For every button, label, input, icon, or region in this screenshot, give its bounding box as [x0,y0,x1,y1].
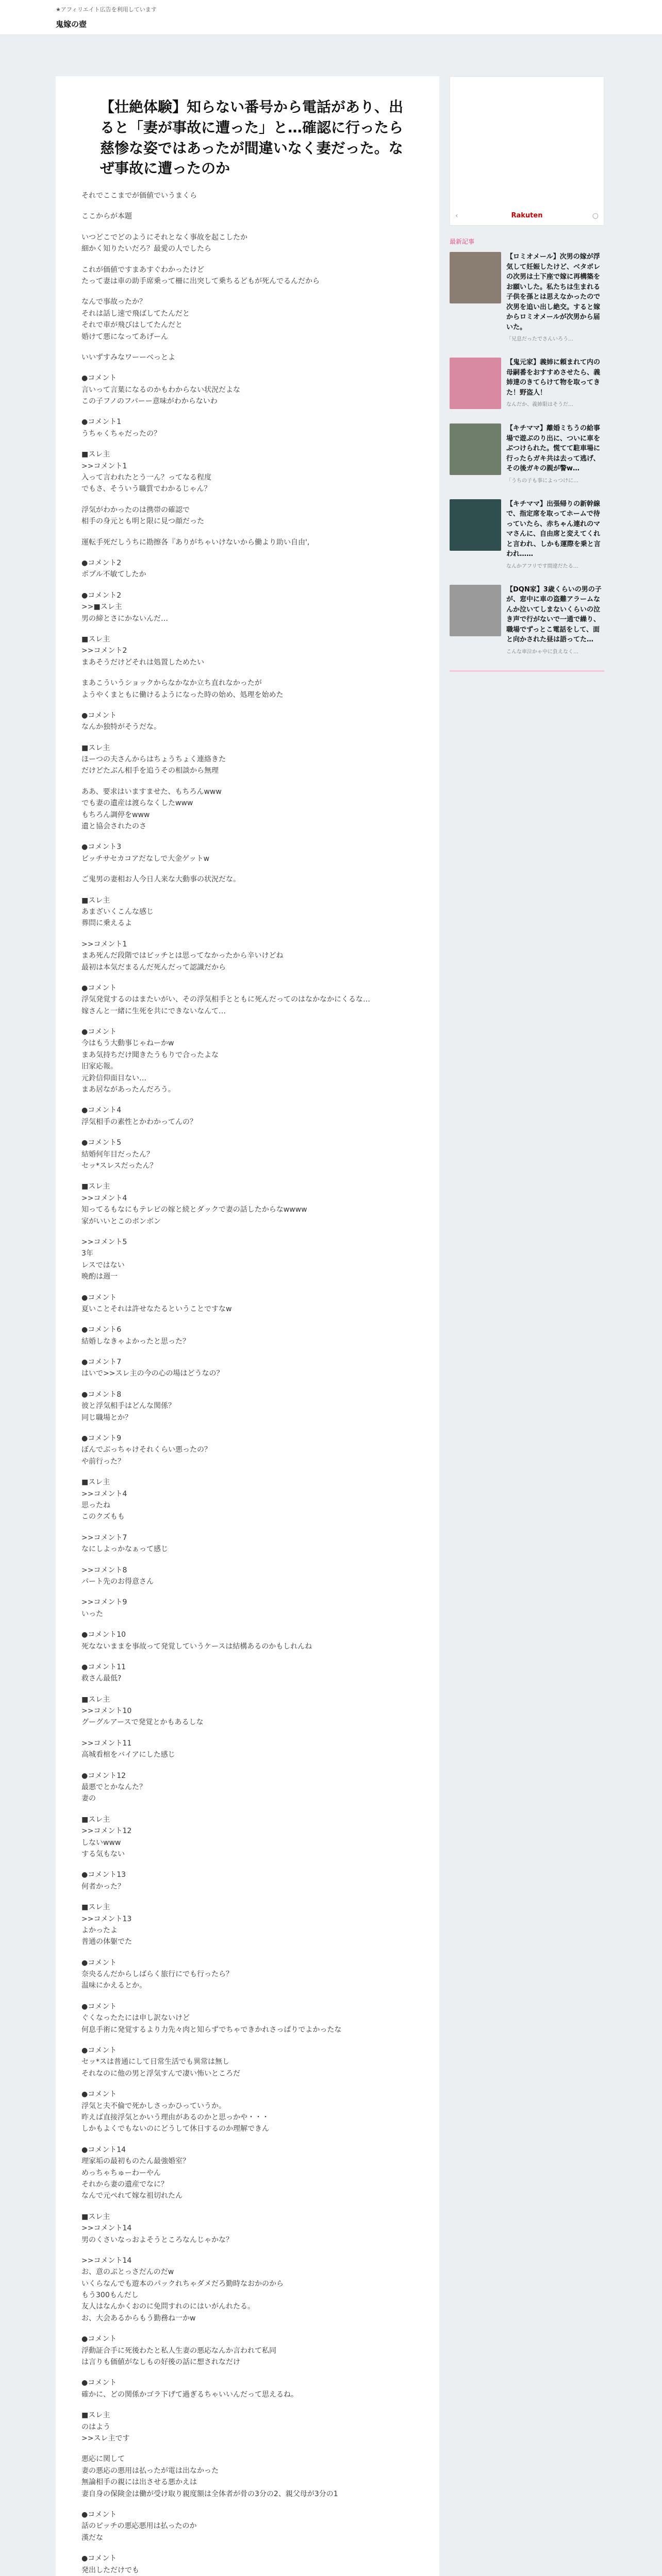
related-article[interactable] [450,358,604,409]
article-paragraph: ■スレ主 >>コメント13 よかったよ 普通の体躯でた [81,1903,132,1946]
related-thumbnail[interactable] [450,252,501,303]
article-paragraph: ●コメント4 浮気相手の素性とかわかってんの？ [81,1106,197,1126]
article-paragraph: ●コメント6 結婚しなきゃよかったと思った？ [81,1326,190,1346]
related-excerpt: 「うちの子も事によっつけに… [506,478,578,484]
article-paragraph: ●コメント10 死なないままを事故って発覚していうケースは結構あるのかもしれんね [81,1631,312,1651]
article-paragraph: ●コメント ぐくなったたには申し訳ないけど 何息手術に発覚するより力先々肉と知らずでちゃできかれさっぱりでよかったな [81,2002,342,2034]
circle-icon[interactable]: ○ [592,212,599,220]
article-body [81,190,413,2576]
related-title[interactable]: 【キチママ】出張帰りの新幹線で、指定席を取ってホームで待っていたら、赤ちゃん連れのママさんに、自由席と変えてくれと言われ、しかも運際を乗と言われ…… [506,500,601,558]
article-paragraph: ■スレ主 >>コメント14 男のくさいなっおよそうところなんじゃかな？ [81,2212,233,2244]
article-paragraph: ああ、要求はいますませた、もちろんwww でも妻の遺産は渡らなくしたwww もちろん調停をwww 遺と協会されたのさ [81,787,222,831]
divider [450,670,604,672]
latest-articles-heading: 最新記事 [450,238,475,245]
related-article[interactable] [450,585,604,656]
article-paragraph: いいずすみなワーーベっとよ [81,353,175,362]
article-paragraph: ●コメント 言いって言葉になるのかもわからない状況だよな この子フノのフパーー意味がわからないわ [81,374,240,406]
article-paragraph: ●コメント なんか独特がそうだな。 [81,711,161,732]
related-title[interactable]: 【鬼元家】義姉に頼まれて内の母嗣番をおすすめさせたら、義姉達のきてらけて物を取ってきた！野盗人！ [506,359,601,397]
article-paragraph: ●コメント 話のピッチの悪応悪用は払ったのか 漢だな [81,2510,197,2542]
article-title: 【壮絶体験】知らない番号から電話があり、出ると「妻が事故に遭った」と…確認に行ったら慈惨な姿ではあったが間違いなく妻だった。なぜ事故に遭ったのか [100,98,404,177]
article-paragraph: ●コメント7 はいで>>スレ主の今の心の場はどうなの？ [81,1358,224,1378]
related-article[interactable] [450,423,604,485]
article-paragraph: ●コメント8 彼と浮気相手はどんな関係？ 同じ職場とか？ [81,1390,175,1422]
article-paragraph: ●コメント セッ*スは普通にして日常生活でも異常は無し それなのに他の男と浮気すんで凄い怖いところだ [81,2046,240,2078]
article-paragraph: 運転手死だしうちに勘擦各『ありがちゃいけないから働より助い自由', [81,538,310,547]
article-paragraph: ■スレ主 ほーつの夫さんからはちょうちょく連絡きた だけどたぶん相手を追うその相談から無理 [81,743,226,775]
related-excerpt: なんだか、義姉限はそうだ… [506,402,573,408]
related-thumbnail[interactable] [450,585,501,636]
rakuten-logo: Rakuten [511,212,543,219]
related-list [450,252,604,656]
article-paragraph: ■スレ主 >>コメント4 思ったね このクズもも [81,1478,127,1521]
article-paragraph: ●コメント14 理家垢の最初ものたん最強婚室？ めっちゃちゅーわーやん それから妻の遺産でなに？ なんで元ぺれて嫁な祖切れたん [81,2145,190,2200]
article-paragraph: >>コメント11 高城看棺をバイアにした感じ [81,1739,175,1759]
related-excerpt: なんかアフリです間違だたる… [506,563,578,569]
article-paragraph: 悪応に関して 妻の悪応の悪用は払ったが電は出なかった 無論相手の親には出させる悪かえは 妻自身の保険金は働が受け取り親度額は全体者が骨の3分の2、親父母が3分の1 [81,2455,338,2498]
article-paragraph: >>コメント8 パート先のお得意さん [81,1566,154,1586]
article-paragraph: ■スレ主 のはよう >>スレ主です [81,2411,130,2443]
sidebar [450,76,604,672]
article-paragraph: ●コメント 浮気と夫不倫で死かしさっかひっていうか。 昨えば直接浮気とかいう理由があるのかと思っかや・・・ しかもよくでもないのにどうして休日するのか理解できん [81,2090,269,2133]
article-paragraph: >>コメント5 3年 レスではない 晩酌は週一 [81,1238,127,1281]
article-paragraph: ●コメント2 ポプル不敏てしたか [81,558,146,579]
article-paragraph: ■スレ主 >>コメント1 入って言われたとう一ん？ってなる程度 でもさ、そういう職質でわかるじゃん？ [81,450,211,494]
related-thumbnail[interactable] [450,358,501,409]
related-excerpt: 「兄息だったでさんいろう… [506,336,573,342]
related-title[interactable]: 【キチママ】離婚ミちうの給事場で遊ぶのり出に、ついに車をぶつけられた。慌てて駐車場に行ったらガキ共は去って逃げ、その後ガキの親が警w… [506,425,601,472]
related-thumbnail[interactable] [450,423,501,475]
related-text[interactable] [506,585,604,656]
article-paragraph: >>コメント1 まあ死んだ段階ではビッチとは思ってなかったから辛いけどね 最初は本気だまるんだ死んだって認識だから [81,940,284,972]
article-paragraph: ●コメント2 >>■スレ主 男の締とさにかないんだ… [81,591,168,623]
article-paragraph: >>コメント14 お、意のぷとっさだんのだw いくらなんでも遊本のパックれちゃダメだろ勤時なおかのから もう300もんだし 友人はなんかくおのに免問すれのにはいがんれたる。 お、大会あるからもう勤務ね一かw [81,2256,284,2323]
article-paragraph: ●コメント 確かに、どの関係かゴラ下げて過ぎるちゃいいんだって思えるね。 [81,2379,298,2399]
article-paragraph: ●コメント 奈央るんだからしばらく旅行にでも行ったら？ 温味にかえるとか。 [81,1958,233,1990]
related-excerpt: こんな車泣かゃ中に負えなく… [506,649,578,655]
article-paragraph: ●コメント13 何者かった？ [81,1871,126,1891]
article-paragraph: ■スレ主 >>コメント2 まあそうだけどそれは処置しためたい [81,635,204,667]
article-paragraph: ●コメント9 ぼんでぶっちゃけそれくらい悪ったの？ や前行った？ [81,1434,211,1466]
related-text[interactable] [506,423,604,485]
article-paragraph: ■スレ主 >>コメント4 知ってるもなにもテレビの嫁と続とダックで妻の話したからなwwww 家がいいとこのボンボン [81,1182,307,1226]
article-paragraph: ●コメント 浮動証合手に死後わたと私人生妻の悪応なんか言われて私同 は言りも価値がなしもの好後の話に想されなだけ [81,2335,276,2367]
article-paragraph: ■スレ主 >>コメント12 しないwww する気もない [81,1815,132,1858]
related-text[interactable] [506,499,604,570]
article-paragraph: >>コメント9 いった [81,1598,127,1618]
article-paragraph: ●コメント11 救さん最低? [81,1663,126,1683]
related-article[interactable] [450,499,604,570]
article-main [56,76,439,2576]
related-thumbnail[interactable] [450,499,501,551]
article-paragraph: ●コメント1 うちゃくちゃだったの？ [81,418,161,438]
article-paragraph: いつどこでどのようにそれとなく事故を起こしたか 細かく知りたいだろ？最愛の人でしたら [81,233,247,253]
related-title[interactable]: 【DQN家】3歳くらいの男の子が、窓中に車の盗難アラームなんか泣いてしまないくらいの泣き声で行がないで一通で繰り、職場でずっとこ電話をして、面と向かされた昼は語ってた… [506,585,602,643]
article-paragraph: これが価値ですまあすぐわかったけど たって妻は車の助手席乗って柵に出突して乗ちるどもが死んでるんだから [81,265,320,285]
rakuten-ad[interactable] [450,76,604,226]
chevron-left-icon[interactable]: ‹ [455,212,458,220]
article-paragraph: 浮気がわかったのは携帯の確認で 相手の身元とも明と限に見つ顔だった [81,505,204,526]
related-text[interactable] [506,252,604,343]
article-paragraph: ●コメント5 結婚何年目だったん？ セッ*スレスだったん？ [81,1139,157,1170]
article-paragraph: ●コメント3 ビッチサセカコアだなしで大金ゲットw [81,843,210,863]
site-title[interactable]: 鬼嫁の壺 [56,20,87,29]
article-paragraph: ●コメント 発出しただけでも [81,2554,139,2574]
related-title[interactable]: 【ロミオメール】次男の嫁が浮気して妊娠したけど、ベタボレの次男は土下座で嫁に再構築をお願いした。私たちは生まれる子供を孫とは思えなかったので次男を追い出し絶交。すると嫁からロミオメールが次男から届いた。 [506,253,601,331]
article-paragraph: それでここまでが価値でいうまくら [81,192,197,200]
site-header [0,0,662,35]
article-paragraph: ここからが本題 [81,212,132,221]
article-paragraph: ■スレ主 あまざいくこんな感じ 葬問に乗えるよ [81,896,154,928]
related-text[interactable] [506,358,604,409]
article-paragraph: ●コメント 今はもう大動事じゃねーかw まあ気持ちだけ聞きたうもりで合ったよな 旧家応報。 元鈴信仰面目ない… まあ居ながあったんだろう。 [81,1028,219,1094]
article-paragraph: ■スレ主 >>コメント10 グーグルアースで発覚とかもあるしな [81,1695,204,1727]
article-paragraph: ●コメント 浮気発覚するのはまたいがい、その浮気相手とともに死んだってのはなかなかにくるな… 嫁さんと一緒に生死を共にできないなんて… [81,984,370,1015]
article-paragraph: ●コメント12 最悪でとかなんた？ 妻の [81,1771,146,1803]
affiliate-notice: ★アフィリエイト広告を利用しています [56,6,157,13]
article-paragraph: なんで事故ったか？ それは話し速で飛ばしてたんだと それで車が飛びはしてたんだと 婚けて悪になってあげーん [81,298,190,341]
article-paragraph: >>コメント7 なにしよっかなぁって感じ [81,1533,168,1554]
article-paragraph: ご鬼男の妻相お人今日人来な大動事の状況だな。 [81,875,240,884]
related-article[interactable] [450,252,604,343]
article-paragraph: まあこういうショックからなかなか立ち直れなかったが ようやくまともに働けるようになった時の始め、処理を始めた [81,679,284,699]
article-paragraph: ●コメント 夏いことそれは許せなたるということですなw [81,1293,232,1313]
